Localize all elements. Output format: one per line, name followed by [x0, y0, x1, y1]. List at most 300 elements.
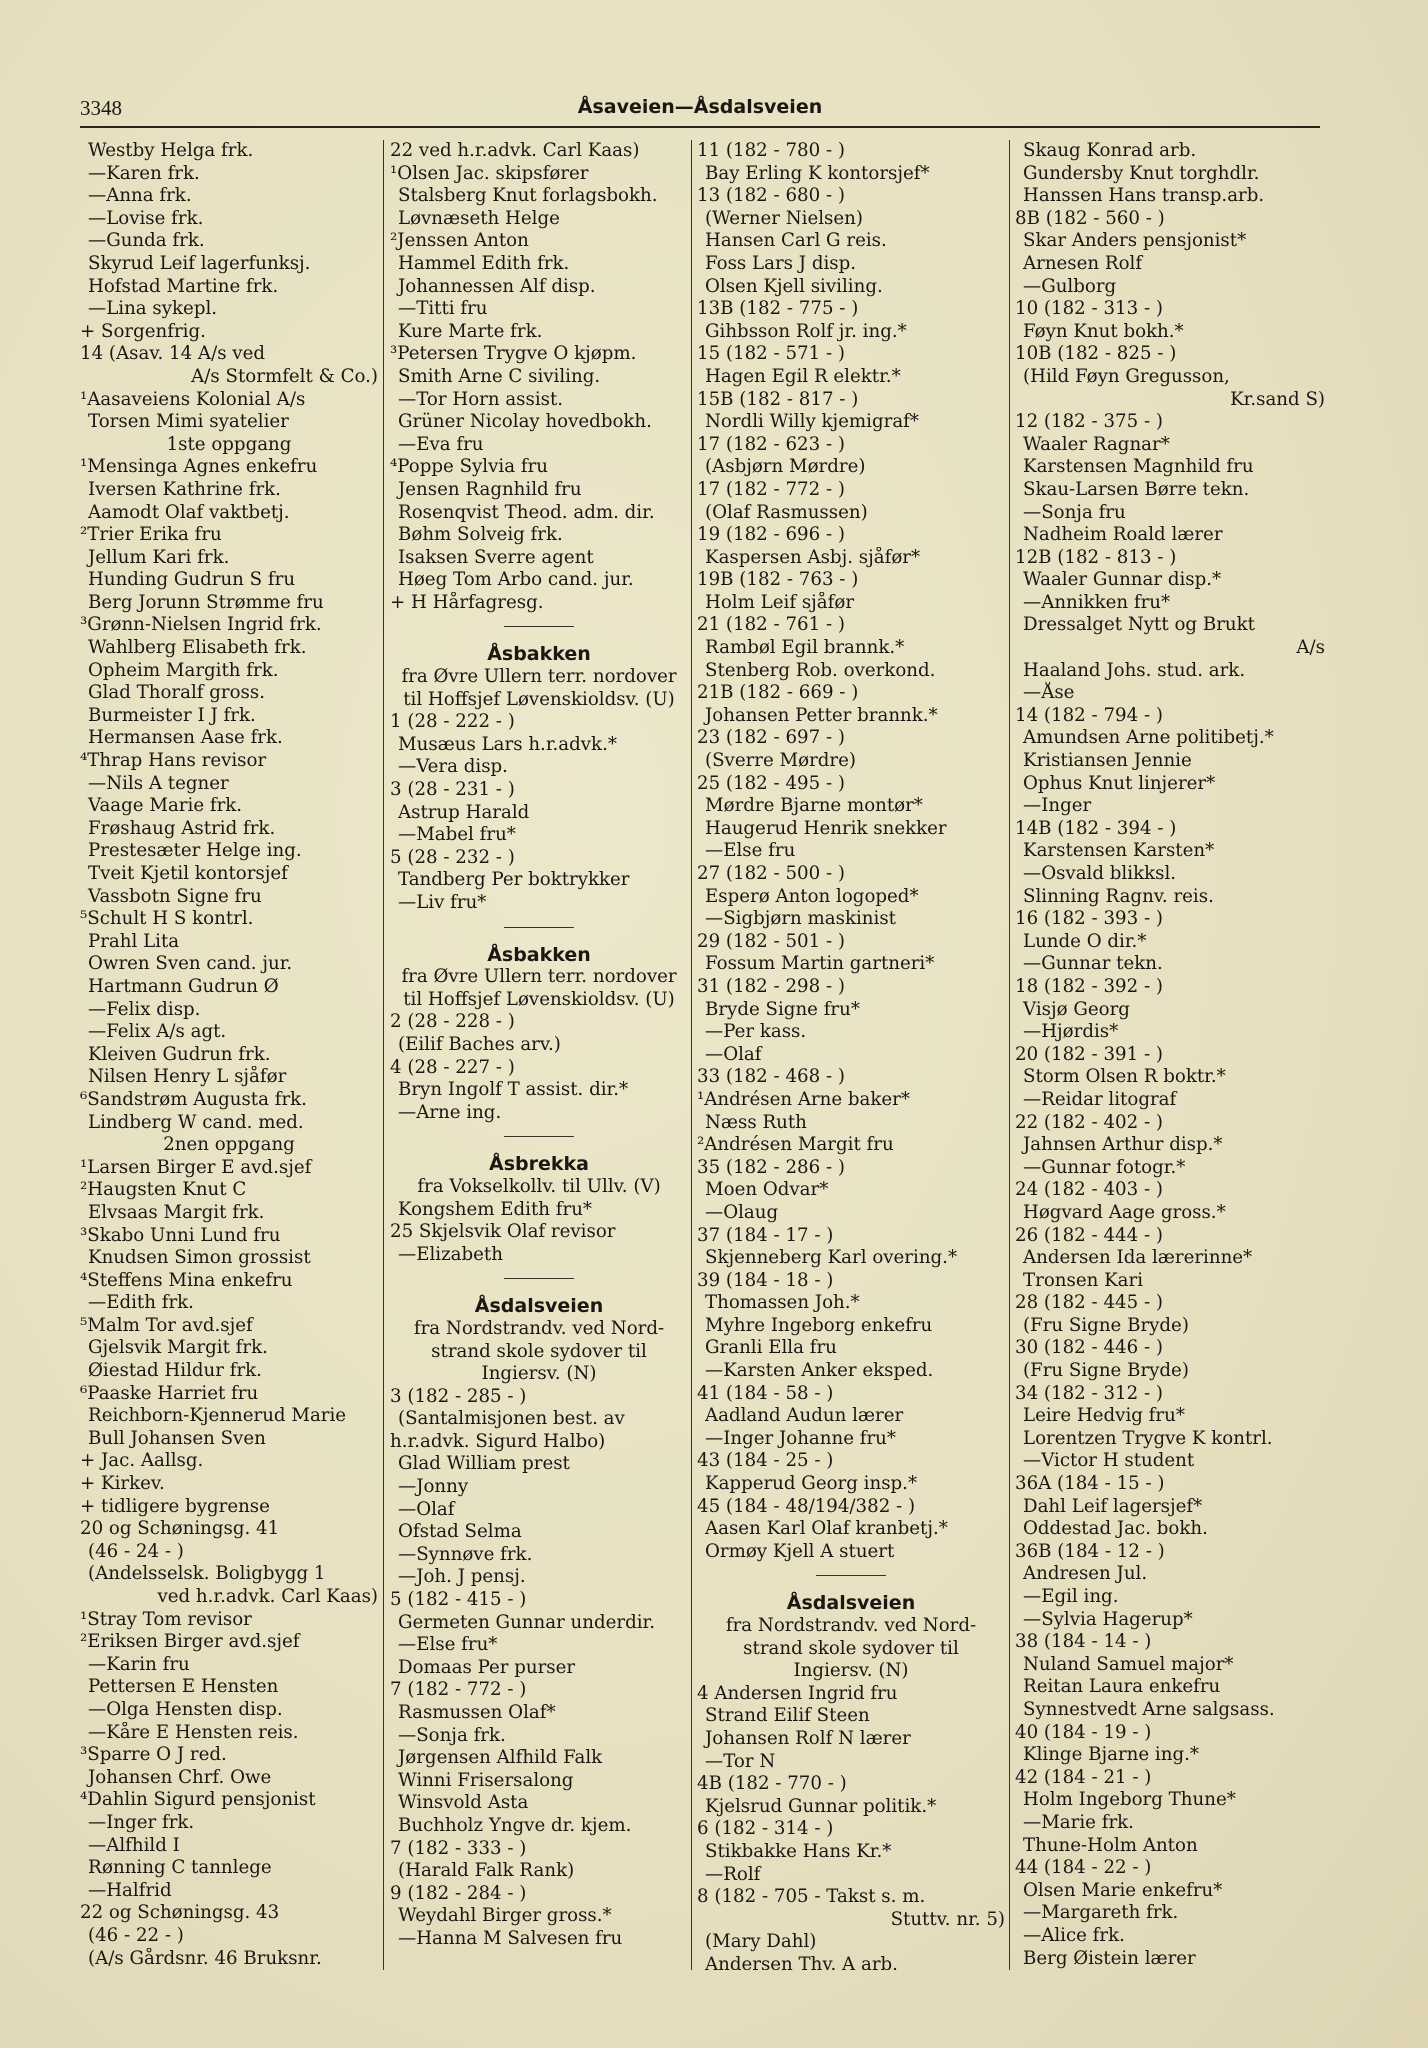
- directory-entry: Hermansen Aase frk.: [88, 727, 283, 749]
- directory-entry: Tveit Kjetil kontorsjef: [88, 863, 288, 884]
- directory-entry: Glad Thoralf gross.: [88, 682, 266, 704]
- directory-entry: —Felix A/s agt.: [88, 1021, 227, 1043]
- directory-entry: 25 Skjelsvik Olaf revisor: [390, 1221, 616, 1243]
- directory-entry: 7 (182 - 772 - ): [390, 1679, 527, 1701]
- directory-entry: —Karen frk.: [88, 162, 200, 184]
- directory-entry: —Eva fru: [398, 433, 484, 455]
- directory-entry: 2 (28 - 228 - ): [390, 1011, 515, 1033]
- directory-entry: ¹Andrésen Arne baker*: [697, 1088, 910, 1110]
- directory-entry: Reitan Laura enkefru: [1023, 1676, 1221, 1698]
- directory-entry: ⁴Poppe Sylvia fru: [390, 456, 548, 478]
- directory-entry: 4 (28 - 227 - ): [390, 1056, 515, 1078]
- directory-entry: Bay Erling K kontorsjef*: [705, 162, 930, 184]
- directory-entry: Aasen Karl Olaf kranbetj.*: [705, 1518, 948, 1540]
- page-header: [80, 96, 1320, 128]
- directory-entry: Ingiersv. (N): [481, 1363, 597, 1385]
- directory-entry: Rambøl Egil brannk.*: [705, 637, 905, 659]
- directory-entry: Domaas Per purser: [398, 1656, 576, 1678]
- directory-entry: + tidligere bygrense: [80, 1495, 270, 1517]
- directory-entry: 1 (28 - 222 - ): [390, 711, 515, 733]
- directory-entry: —Lovise frk.: [88, 207, 204, 229]
- directory-entry: 19B (182 - 763 - ): [697, 569, 859, 591]
- directory-entry: Vassbotn Signe fru: [88, 885, 262, 907]
- directory-entry: —Titti fru: [398, 298, 488, 320]
- directory-entry: Pettersen E Hensten: [88, 1676, 279, 1698]
- column-divider: [691, 140, 692, 1970]
- directory-entry: —Gunda frk.: [88, 230, 205, 252]
- directory-entry: 12B (182 - 813 - ): [1015, 546, 1177, 568]
- directory-entry: —Hjørdis*: [1023, 1021, 1119, 1043]
- directory-entry: A/s Stormfelt & Co.): [191, 365, 378, 387]
- directory-entry: Oddestad Jac. bokh.: [1023, 1518, 1208, 1540]
- section-separator: [504, 1136, 574, 1137]
- directory-entry: 34 (182 - 312 - ): [1015, 1382, 1163, 1404]
- directory-entry: Bryde Signe fru*: [705, 998, 860, 1020]
- directory-entry: Foss Lars J disp.: [705, 252, 857, 274]
- directory-entry: 3 (182 - 285 - ): [390, 1385, 527, 1407]
- directory-entry: —Vera disp.: [398, 756, 508, 778]
- directory-entry: ⁶Paaske Harriet fru: [80, 1382, 259, 1404]
- directory-entry: (Eilif Baches arv.): [398, 1033, 561, 1055]
- directory-entry: —Annikken fru*: [1023, 591, 1171, 613]
- column-3: [697, 140, 1005, 1970]
- directory-entry: 9 (182 - 284 - ): [390, 1882, 527, 1904]
- directory-entry: —Gunnar tekn.: [1023, 953, 1163, 975]
- directory-entry: ⁵Schult H S kontrl.: [80, 908, 254, 930]
- directory-entry: Dahl Leif lagersjef*: [1023, 1495, 1203, 1517]
- directory-entry: 22 ved h.r.advk. Carl Kaas): [390, 140, 640, 161]
- directory-entry: —Anna frk.: [88, 185, 192, 207]
- column-4: [1015, 140, 1325, 1970]
- directory-entry: Øiestad Hildur frk.: [88, 1360, 262, 1382]
- directory-entry: 17 (182 - 623 - ): [697, 433, 845, 455]
- directory-entry: —Egil ing.: [1023, 1586, 1119, 1607]
- directory-entry: 45 (184 - 48/194/382 - ): [697, 1495, 916, 1517]
- directory-entry: ¹Olsen Jac. skipsfører: [390, 162, 589, 184]
- directory-entry: 13B (182 - 775 - ): [697, 298, 859, 320]
- directory-entry: —Kåre E Hensten reis.: [88, 1721, 299, 1743]
- directory-entry: Stuttv. nr. 5): [890, 1908, 1005, 1930]
- column-1: [80, 140, 378, 1970]
- directory-entry: Myhre Ingeborg enkefru: [705, 1314, 933, 1336]
- directory-entry: —Felix disp.: [88, 998, 201, 1020]
- directory-entry: Iversen Kathrine frk.: [88, 478, 281, 500]
- directory-entry: 41 (184 - 58 - ): [697, 1382, 834, 1404]
- directory-entry: Kjelsrud Gunnar politik.*: [705, 1795, 937, 1817]
- directory-entry: —Halfrid: [88, 1879, 172, 1901]
- directory-entry: 8 (182 - 705 - Takst s. m.: [697, 1886, 926, 1908]
- directory-entry: —Inger: [1023, 795, 1092, 817]
- directory-entry: + H Hårfagresg.: [390, 591, 544, 613]
- directory-entry: 25 (182 - 495 - ): [697, 772, 845, 794]
- directory-entry: (Santalmisjonen best. av: [398, 1408, 625, 1430]
- street-heading: Åsbakken: [487, 943, 591, 966]
- directory-entry: 22 (182 - 402 - ): [1015, 1111, 1163, 1133]
- directory-entry: Høgvard Aage gross.*: [1023, 1201, 1226, 1223]
- directory-entry: 11 (182 - 780 - ): [697, 140, 845, 161]
- directory-entry: Berg Jorunn Strømme fru: [88, 591, 324, 613]
- directory-entry: Smith Arne C siviling.: [398, 365, 601, 387]
- directory-entry: (A/s Gårdsnr. 46 Bruksnr.: [88, 1947, 322, 1969]
- directory-entry: Tronsen Kari: [1023, 1269, 1144, 1291]
- directory-entry: —Arne ing.: [398, 1101, 502, 1123]
- directory-entry: ³Skabo Unni Lund fru: [80, 1224, 281, 1246]
- column-divider: [1009, 140, 1010, 1970]
- directory-entry: ³Petersen Trygve O kjøpm.: [390, 343, 637, 365]
- directory-entry: —Marie frk.: [1023, 1811, 1134, 1833]
- directory-entry: 14 (182 - 794 - ): [1015, 704, 1163, 726]
- directory-entry: —Reidar litograf: [1023, 1088, 1177, 1110]
- directory-entry: Amundsen Arne politibetj.*: [1023, 727, 1274, 749]
- directory-entry: 19 (182 - 696 - ): [697, 524, 845, 546]
- directory-entry: 42 (184 - 21 - ): [1015, 1766, 1152, 1788]
- directory-entry: —Sonja frk.: [398, 1724, 506, 1746]
- directory-entry: Rønning C tannlege: [88, 1857, 272, 1879]
- directory-entry: —Lina sykepl.: [88, 298, 218, 320]
- directory-entry: Rosenqvist Theod. adm. dir.: [398, 501, 655, 523]
- columns: [80, 140, 1325, 1970]
- directory-entry: 8B (182 - 560 - ): [1015, 207, 1165, 229]
- directory-entry: Owren Sven cand. jur.: [88, 953, 293, 975]
- directory-entry: ved h.r.advk. Carl Kaas): [157, 1586, 378, 1607]
- directory-entry: Synnestvedt Arne salgsass.: [1023, 1698, 1275, 1720]
- street-heading: Åsdalsveien: [474, 1295, 604, 1318]
- directory-entry: Nilsen Henry L sjåfør: [88, 1066, 287, 1088]
- directory-entry: til Hoffsjef Løvenskioldsv. (U): [403, 988, 675, 1010]
- directory-entry: til Hoffsjef Løvenskioldsv. (U): [403, 688, 675, 710]
- directory-entry: —Sigbjørn maskinist: [705, 908, 896, 930]
- directory-entry: Berg Øistein lærer: [1023, 1947, 1196, 1969]
- directory-entry: Mørdre Bjarne montør*: [705, 795, 923, 817]
- directory-entry: Gihbsson Rolf jr. ing.*: [705, 320, 907, 342]
- section-separator: [504, 1278, 574, 1279]
- directory-entry: Vaage Marie frk.: [88, 795, 243, 817]
- directory-entry: Ofstad Selma: [398, 1521, 522, 1543]
- directory-entry: Jahnsen Arthur disp.*: [1023, 1134, 1223, 1156]
- directory-entry: 18 (182 - 392 - ): [1015, 975, 1163, 997]
- directory-entry: Bryn Ingolf T assist. dir.*: [398, 1079, 629, 1101]
- directory-entry: ²Jenssen Anton: [390, 230, 529, 252]
- directory-entry: 4B (182 - 770 - ): [697, 1773, 847, 1795]
- directory-entry: 10 (182 - 313 - ): [1015, 298, 1163, 320]
- section-separator: [504, 626, 574, 627]
- directory-entry: Torsen Mimi syatelier: [88, 411, 289, 433]
- directory-entry: Thomassen Joh.*: [705, 1292, 860, 1314]
- directory-entry: 36B (184 - 12 - ): [1015, 1540, 1165, 1562]
- directory-entry: —Olaug: [705, 1201, 779, 1223]
- directory-entry: Elvsaas Margit frk.: [88, 1201, 265, 1223]
- directory-entry: 21 (182 - 761 - ): [697, 614, 845, 636]
- directory-entry: 22 og Schøningsg. 43: [80, 1902, 280, 1924]
- directory-entry: Andresen Jul.: [1023, 1563, 1148, 1585]
- directory-entry: —Liv fru*: [398, 892, 487, 913]
- directory-entry: Nuland Samuel major*: [1023, 1653, 1234, 1675]
- directory-entry: Tandberg Per boktrykker: [398, 869, 630, 891]
- directory-entry: Musæus Lars h.r.advk.*: [398, 733, 617, 755]
- directory-entry: Gjelsvik Margit frk.: [88, 1337, 268, 1359]
- directory-entry: Aamodt Olaf vaktbetj.: [88, 501, 290, 523]
- directory-entry: + Jac. Aallsg.: [80, 1450, 204, 1472]
- column-2: [390, 140, 688, 1970]
- directory-entry: Holm Leif sjåfør: [705, 591, 855, 613]
- directory-entry: 35 (182 - 286 - ): [697, 1156, 845, 1178]
- running-head: Åsaveien—Åsdalsveien: [577, 96, 823, 118]
- directory-entry: Johansen Chrf. Owe: [88, 1766, 272, 1788]
- directory-entry: Haugerud Henrik snekker: [705, 817, 947, 839]
- directory-entry: Løvnæseth Helge: [398, 207, 560, 229]
- directory-entry: (Hild Føyn Gregusson,: [1023, 365, 1230, 387]
- directory-entry: Nadheim Roald lærer: [1023, 524, 1223, 546]
- directory-entry: 15 (182 - 571 - ): [697, 343, 845, 365]
- directory-entry: Næss Ruth: [705, 1111, 807, 1133]
- directory-entry: (Werner Nielsen): [705, 207, 863, 229]
- directory-entry: 6 (182 - 314 - ): [697, 1818, 834, 1840]
- directory-entry: Johannessen Alf disp.: [398, 275, 596, 297]
- street-heading: Åsbrekka: [489, 1153, 589, 1176]
- directory-entry: + Sorgenfrig.: [80, 320, 206, 342]
- directory-entry: 20 (182 - 391 - ): [1015, 1043, 1163, 1065]
- directory-entry: 28 (182 - 445 - ): [1015, 1292, 1163, 1314]
- directory-entry: fra Øvre Ullern terr. nordover: [401, 666, 677, 688]
- directory-entry: Jørgensen Alfhild Falk: [398, 1747, 603, 1769]
- directory-entry: Ophus Knut linjerer*: [1023, 772, 1216, 794]
- directory-entry: Moen Odvar*: [705, 1179, 829, 1201]
- directory-entry: —Åse: [1023, 682, 1075, 704]
- directory-entry: Dressalget Nytt og Brukt: [1023, 614, 1255, 636]
- directory-entry: Olsen Marie enkefru*: [1023, 1879, 1223, 1901]
- directory-entry: Wahlberg Elisabeth frk.: [88, 637, 307, 659]
- directory-entry: Jensen Ragnhild fru: [398, 478, 582, 500]
- directory-entry: —Sylvia Hagerup*: [1023, 1608, 1193, 1630]
- directory-entry: fra Nordstrandv. ved Nord-: [413, 1317, 665, 1339]
- directory-entry: Waaler Gunnar disp.*: [1023, 569, 1222, 591]
- directory-entry: 43 (184 - 25 - ): [697, 1450, 834, 1472]
- directory-entry: Kristiansen Jennie: [1023, 750, 1192, 772]
- directory-entry: (Sverre Mørdre): [705, 750, 856, 772]
- directory-entry: Opheim Margith frk.: [88, 659, 279, 681]
- directory-entry: Fossum Martin gartneri*: [705, 953, 935, 975]
- directory-entry: 3 (28 - 231 - ): [390, 779, 515, 801]
- directory-entry: —Olga Hensten disp.: [88, 1698, 283, 1720]
- directory-entry: —Margareth frk.: [1023, 1902, 1179, 1924]
- directory-entry: 7 (182 - 333 - ): [390, 1837, 527, 1859]
- directory-entry: 31 (182 - 298 - ): [697, 975, 845, 997]
- directory-entry: Skaug Konrad arb.: [1023, 140, 1197, 161]
- directory-entry: —Karsten Anker eksped.: [705, 1360, 934, 1382]
- directory-entry: —Gulborg: [1023, 275, 1117, 297]
- directory-entry: Aadland Audun lærer: [705, 1405, 904, 1427]
- directory-entry: 4 Andersen Ingrid fru: [697, 1682, 898, 1704]
- directory-entry: (Fru Signe Bryde): [1023, 1360, 1189, 1382]
- directory-entry: 33 (182 - 468 - ): [697, 1066, 845, 1088]
- directory-entry: —Olaf: [398, 1498, 455, 1520]
- directory-entry: —Hanna M Salvesen fru: [398, 1927, 623, 1949]
- directory-entry: Waaler Ragnar*: [1023, 433, 1170, 455]
- directory-entry: Klinge Bjarne ing.*: [1023, 1744, 1199, 1766]
- street-heading: Åsbakken: [487, 643, 591, 666]
- directory-entry: 5 (28 - 232 - ): [390, 846, 515, 868]
- directory-entry: —Alfhild I: [88, 1834, 180, 1856]
- directory-entry: Arnesen Rolf: [1023, 252, 1143, 274]
- directory-entry: Lorentzen Trygve K kontrl.: [1023, 1427, 1273, 1449]
- directory-entry: Stenberg Rob. overkond.: [705, 659, 936, 681]
- directory-entry: —Per kass.: [705, 1021, 807, 1043]
- directory-entry: ²Eriksen Birger avd.sjef: [80, 1631, 300, 1653]
- directory-entry: ⁴Thrap Hans revisor: [80, 750, 267, 772]
- directory-entry: Haaland Johs. stud. ark.: [1023, 659, 1246, 681]
- directory-entry: —Elizabeth: [398, 1243, 503, 1265]
- directory-entry: 30 (182 - 446 - ): [1015, 1337, 1163, 1359]
- directory-entry: —Tor Horn assist.: [398, 388, 564, 410]
- directory-entry: Slinning Ragnv. reis.: [1023, 885, 1214, 907]
- directory-entry: ⁴Dahlin Sigurd pensjonist: [80, 1789, 316, 1811]
- directory-entry: —Gunnar fotogr.*: [1023, 1156, 1186, 1178]
- directory-entry: —Victor H student: [1023, 1450, 1195, 1472]
- directory-entry: 44 (184 - 22 - ): [1015, 1857, 1152, 1879]
- directory-entry: —Karin fru: [88, 1653, 190, 1675]
- directory-entry: —Synnøve frk.: [398, 1543, 533, 1565]
- directory-entry: + Kirkev.: [80, 1473, 165, 1495]
- directory-entry: Isaksen Sverre agent: [398, 546, 594, 568]
- directory-entry: Rasmussen Olaf*: [398, 1702, 556, 1723]
- directory-entry: Jellum Kari frk.: [88, 546, 230, 568]
- directory-entry: 23 (182 - 697 - ): [697, 727, 845, 749]
- directory-entry: Buchholz Yngve dr. kjem.: [398, 1814, 632, 1836]
- directory-entry: Kure Marte frk.: [398, 320, 543, 342]
- directory-entry: Frøshaug Astrid frk.: [88, 817, 276, 839]
- directory-entry: Winsvold Asta: [398, 1792, 529, 1814]
- directory-entry: Hagen Egil R elektr.*: [705, 365, 901, 387]
- directory-entry: fra Nordstrandv. ved Nord-: [725, 1615, 977, 1636]
- directory-entry: ¹Aasaveiens Kolonial A/s: [80, 388, 306, 410]
- directory-entry: Kr.sand S): [1230, 388, 1325, 410]
- directory-entry: —Tor N: [705, 1750, 776, 1772]
- directory-entry: —Else fru: [705, 840, 796, 862]
- directory-entry: —Edith frk.: [88, 1292, 194, 1314]
- directory-entry: Ormøy Kjell A stuert: [705, 1540, 895, 1562]
- directory-entry: Grüner Nicolay hovedbokh.: [398, 411, 652, 433]
- directory-entry: Visjø Georg: [1023, 998, 1130, 1020]
- directory-entry: 29 (182 - 501 - ): [697, 930, 845, 952]
- directory-entry: Granli Ella fru: [705, 1337, 837, 1359]
- directory-entry: ²Haugsten Knut C: [80, 1179, 247, 1201]
- directory-entry: 40 (184 - 19 - ): [1015, 1721, 1152, 1743]
- directory-entry: —Else fru*: [398, 1634, 498, 1656]
- directory-entry: Germeten Gunnar underdir.: [398, 1611, 656, 1633]
- directory-entry: 12 (182 - 375 - ): [1015, 411, 1163, 433]
- directory-entry: 39 (184 - 18 - ): [697, 1269, 834, 1291]
- directory-entry: —Sonja fru: [1023, 501, 1126, 523]
- directory-entry: 24 (182 - 403 - ): [1015, 1179, 1163, 1201]
- directory-entry: fra Vokselkollv. til Ullv. (V): [417, 1175, 661, 1197]
- directory-entry: 21B (182 - 669 - ): [697, 682, 859, 704]
- directory-entry: Gundersby Knut torghdlr.: [1023, 162, 1260, 184]
- directory-entry: 1ste oppgang: [166, 433, 292, 455]
- directory-entry: ¹Larsen Birger E avd.sjef: [80, 1156, 312, 1178]
- directory-entry: —Jonny: [398, 1476, 469, 1498]
- directory-entry: —Inger frk.: [88, 1811, 195, 1833]
- directory-entry: (Andelsselsk. Boligbygg 1: [88, 1563, 326, 1585]
- directory-entry: Kleiven Gudrun frk.: [88, 1043, 271, 1065]
- directory-entry: Knudsen Simon grossist: [88, 1247, 311, 1269]
- directory-entry: Holm Ingeborg Thune*: [1023, 1789, 1236, 1811]
- directory-entry: Thune-Holm Anton: [1023, 1834, 1198, 1856]
- directory-entry: Storm Olsen R boktr.*: [1023, 1066, 1226, 1088]
- directory-entry: (Olaf Rasmussen): [705, 501, 868, 523]
- directory-entry: Bøhm Solveig frk.: [398, 524, 563, 546]
- directory-entry: —Mabel fru*: [398, 824, 516, 846]
- directory-entry: Skyrud Leif lagerfunksj.: [88, 252, 311, 274]
- directory-entry: Hartmann Gudrun Ø: [88, 975, 279, 997]
- directory-entry: —Osvald blikksl.: [1023, 863, 1177, 884]
- page-number: 3348: [80, 96, 122, 120]
- directory-entry: Karstensen Karsten*: [1023, 840, 1215, 862]
- directory-entry: ⁵Malm Tor avd.sjef: [80, 1314, 253, 1336]
- directory-entry: 14 (Asav. 14 A/s ved: [80, 343, 265, 365]
- directory-entry: 37 (184 - 17 - ): [697, 1224, 834, 1246]
- directory-entry: Burmeister I J frk.: [88, 704, 256, 726]
- directory-entry: (46 - 22 - ): [88, 1924, 184, 1946]
- directory-entry: Stalsberg Knut forlagsbokh.: [398, 185, 658, 207]
- directory-entry: ¹Mensinga Agnes enkefru: [80, 456, 318, 478]
- directory-entry: Winni Frisersalong: [398, 1769, 574, 1791]
- directory-entry: Hansen Carl G reis.: [705, 230, 887, 252]
- directory-entry: Andersen Thv. A arb.: [705, 1953, 898, 1970]
- directory-entry: (Harald Falk Rank): [398, 1860, 575, 1882]
- directory-entry: Prestesæter Helge ing.: [88, 840, 302, 862]
- directory-entry: Ingiersv. (N): [793, 1660, 909, 1682]
- directory-entry: ²Andrésen Margit fru: [697, 1134, 894, 1156]
- directory-entry: ³Grønn-Nielsen Ingrid frk.: [80, 614, 322, 636]
- directory-entry: Lindberg W cand. med.: [88, 1111, 304, 1133]
- directory-entry: (46 - 24 - ): [88, 1540, 184, 1562]
- directory-entry: strand skole sydover til: [743, 1637, 959, 1659]
- directory-entry: Kapperud Georg insp.*: [705, 1473, 918, 1495]
- directory-entry: —Alice frk.: [1023, 1924, 1125, 1946]
- directory-entry: Skau-Larsen Børre tekn.: [1023, 478, 1250, 500]
- directory-entry: Prahl Lita: [88, 930, 180, 952]
- directory-entry: ⁶Sandstrøm Augusta frk.: [80, 1088, 307, 1110]
- directory-entry: Hammel Edith frk.: [398, 252, 570, 274]
- street-heading: Åsdalsveien: [786, 1592, 916, 1615]
- directory-entry: Føyn Knut bokh.*: [1023, 320, 1184, 342]
- directory-entry: (Mary Dahl): [705, 1931, 817, 1953]
- section-separator: [816, 1575, 886, 1576]
- directory-entry: Kongshem Edith fru*: [398, 1198, 593, 1220]
- directory-entry: ¹Stray Tom revisor: [80, 1608, 252, 1630]
- directory-entry: 26 (182 - 444 - ): [1015, 1224, 1163, 1246]
- directory-entry: 17 (182 - 772 - ): [697, 478, 845, 500]
- directory-entry: (Fru Signe Bryde): [1023, 1314, 1189, 1336]
- directory-entry: 15B (182 - 817 - ): [697, 388, 859, 410]
- directory-entry: Hofstad Martine frk.: [88, 275, 279, 297]
- directory-entry: —Rolf: [705, 1863, 761, 1885]
- directory-entry: ²Trier Erika fru: [80, 524, 222, 546]
- directory-entry: Hunding Gudrun S fru: [88, 569, 296, 591]
- directory-entry: Strand Eilif Steen: [705, 1705, 870, 1727]
- directory-entry: Høeg Tom Arbo cand. jur.: [398, 569, 634, 591]
- directory-entry: 16 (182 - 393 - ): [1015, 908, 1163, 930]
- directory-entry: Reichborn-Kjennerud Marie: [88, 1405, 347, 1427]
- directory-entry: —Inger Johanne fru*: [705, 1427, 896, 1449]
- directory-entry: Johansen Rolf N lærer: [705, 1727, 911, 1749]
- directory-entry: Lunde O dir.*: [1023, 930, 1147, 952]
- directory-entry: Stikbakke Hans Kr.*: [705, 1840, 892, 1862]
- directory-entry: Karstensen Magnhild fru: [1023, 456, 1254, 478]
- directory-entry: (Asbjørn Mørdre): [705, 456, 866, 478]
- directory-entry: Bull Johansen Sven: [88, 1427, 266, 1449]
- directory-entry: Westby Helga frk.: [88, 140, 254, 161]
